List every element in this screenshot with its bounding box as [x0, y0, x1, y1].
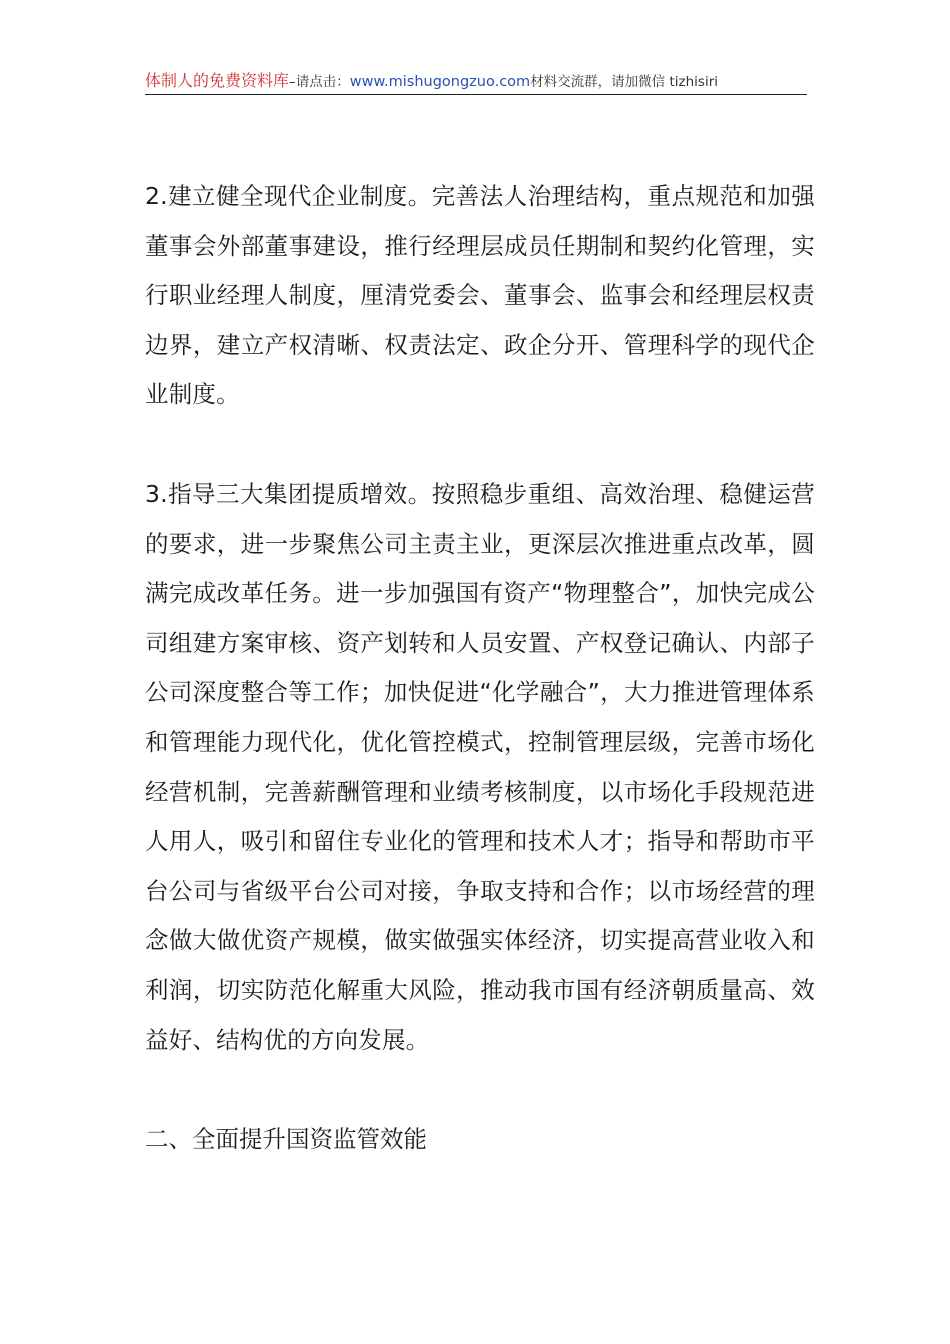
header-brand: 体制人的免费资料库 [145, 71, 290, 90]
header-tail: 材料交流群，请加微信 tizhisiri [530, 74, 719, 90]
paragraph-modern-enterprise-system: 2.建立健全现代企业制度。完善法人治理结构，重点规范和加强董事会外部董事建设，推行经理层成员任期制和契约化管理，实行职业经理人制度，厘清党委会、董事会、监事会和经理层权责边界，建立产权清晰、权责法定、政企分开、管理科学的现代企业制度。 [145, 182, 815, 409]
header-url-link[interactable]: www.mishugongzuo.com [349, 74, 531, 90]
page-header [145, 68, 807, 95]
section-heading: 二、全面提升国资监管效能 [145, 1125, 427, 1154]
header-prompt: –请点击： [289, 74, 350, 90]
document-body [145, 172, 815, 1165]
paragraph-three-groups-efficiency: 3.指导三大集团提质增效。按照稳步重组、高效治理、稳健运营的要求，进一步聚焦公司主责主业，更深层次推进重点改革，圆满完成改革任务。进一步加强国有资产“物理整合”，加快完成公司组建方案审核、资产划转和人员安置、产权登记确认、内部子公司深度整合等工作；加快促进“化学融合”，大力推进管理体系和管理能力现代化，优化管控模式，控制管理层级，完善市场化经营机制，完善薪酬管理和业绩考核制度，以市场化手段规范进人用人，吸引和留住专业化的管理和技术人才；指导和帮助市平台公司与省级平台公司对接，争取支持和合作；以市场经营的理念做大做优资产规模，做实做强实体经济，切实提高营业收入和利润，切实防范化解重大风险，推动我市国有经济朝质量高、效益好、结构优的方向发展。 [145, 479, 815, 1054]
